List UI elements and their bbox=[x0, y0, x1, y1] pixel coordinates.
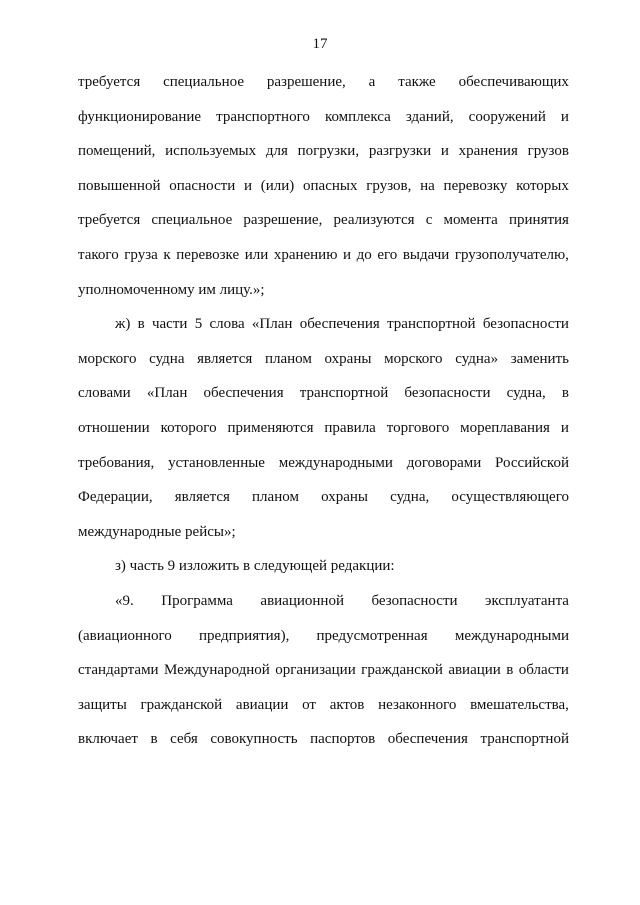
word: 5 bbox=[194, 316, 203, 333]
word: транспортного bbox=[216, 108, 310, 125]
word: повышенной bbox=[78, 177, 161, 194]
word: такого bbox=[78, 246, 119, 263]
word: хранения bbox=[458, 143, 518, 160]
word: охраны bbox=[321, 489, 368, 506]
word: используемых bbox=[165, 143, 257, 160]
word: транспортной bbox=[299, 385, 389, 402]
word: требования, bbox=[78, 454, 155, 471]
word: судна bbox=[149, 350, 185, 367]
text-line bbox=[78, 626, 569, 661]
word: включает bbox=[78, 731, 138, 748]
word: авиационной bbox=[260, 592, 344, 609]
text-line bbox=[78, 418, 569, 453]
word: в bbox=[561, 385, 569, 402]
word: и bbox=[440, 143, 449, 160]
word: в bbox=[137, 316, 145, 333]
word: опасных bbox=[303, 177, 358, 194]
word: к bbox=[163, 246, 171, 263]
word: совокупность bbox=[210, 731, 298, 748]
word: «9. bbox=[115, 592, 134, 609]
word: отношении bbox=[78, 419, 150, 436]
text-line bbox=[78, 660, 569, 695]
word: международными bbox=[454, 627, 569, 644]
word: в bbox=[150, 731, 158, 748]
word: обеспечивающих bbox=[458, 74, 569, 90]
text-line bbox=[78, 72, 569, 107]
word: Программа bbox=[161, 592, 233, 609]
word: международными bbox=[278, 454, 393, 471]
text-line bbox=[78, 176, 569, 211]
word: транспортной bbox=[387, 316, 476, 333]
word: актов bbox=[329, 696, 365, 713]
text-line bbox=[78, 314, 569, 349]
text-line bbox=[78, 349, 569, 384]
word: судна» bbox=[455, 350, 499, 367]
word: для bbox=[265, 143, 288, 160]
word: перевозку bbox=[443, 177, 508, 194]
word: гражданской bbox=[361, 662, 443, 679]
word: разрешение, bbox=[243, 212, 323, 229]
word: обеспечения bbox=[387, 731, 468, 748]
word: которого bbox=[160, 419, 217, 436]
word: словами bbox=[78, 385, 131, 402]
word: разрешение, bbox=[266, 74, 346, 90]
word: грузов, bbox=[366, 177, 412, 194]
word: «План bbox=[146, 385, 188, 402]
text-line bbox=[78, 107, 569, 142]
word: области bbox=[518, 662, 569, 679]
word: установленные bbox=[168, 454, 265, 471]
word: части bbox=[151, 316, 188, 333]
word: предприятия), bbox=[199, 627, 290, 644]
word: разгрузки bbox=[368, 143, 432, 160]
word: паспортов bbox=[310, 731, 376, 748]
text-line bbox=[78, 141, 569, 176]
text-line: уполномоченному им лицу.»; bbox=[78, 281, 265, 298]
page-number: 17 bbox=[312, 36, 328, 52]
word: договорами bbox=[406, 454, 482, 471]
word: слова bbox=[209, 316, 245, 333]
word: морского bbox=[78, 350, 137, 367]
word: от bbox=[302, 696, 316, 713]
word: до bbox=[356, 246, 372, 263]
text-line bbox=[78, 245, 569, 280]
word: безопасности bbox=[482, 316, 569, 333]
word: и bbox=[243, 177, 252, 194]
word: (или) bbox=[260, 177, 295, 194]
text-line bbox=[78, 729, 569, 764]
word: Федерации, bbox=[78, 489, 153, 506]
word: ж) bbox=[115, 316, 131, 333]
word: стандартами bbox=[78, 662, 159, 679]
word: погрузки, bbox=[297, 143, 360, 160]
word: требуется bbox=[78, 74, 141, 90]
word: специальное bbox=[163, 74, 244, 90]
word: и bbox=[560, 108, 569, 125]
word: специальное bbox=[151, 212, 233, 229]
word: судна, bbox=[506, 385, 546, 402]
word: «План bbox=[251, 316, 293, 333]
word: обеспечения bbox=[203, 385, 284, 402]
text-line bbox=[78, 383, 569, 418]
word: или bbox=[244, 246, 269, 263]
word: авиации bbox=[448, 662, 501, 679]
word: транспортной bbox=[480, 731, 569, 748]
word: применяются bbox=[227, 419, 314, 436]
word: и bbox=[343, 246, 352, 263]
word: правила bbox=[324, 419, 376, 436]
word: себя bbox=[170, 731, 198, 748]
word: судна, bbox=[390, 489, 430, 506]
word: Российской bbox=[495, 454, 569, 471]
document-body bbox=[78, 72, 569, 764]
word: и bbox=[560, 419, 569, 436]
word: с bbox=[425, 212, 433, 229]
text-line bbox=[78, 591, 569, 626]
word: принятия bbox=[508, 212, 569, 229]
word: сооружений bbox=[468, 108, 546, 125]
word: эксплуатанта bbox=[485, 592, 569, 609]
word: Международной bbox=[164, 662, 270, 679]
word: момента bbox=[443, 212, 498, 229]
word: реализуются bbox=[333, 212, 415, 229]
text-line bbox=[78, 487, 569, 522]
word: планом bbox=[252, 489, 299, 506]
word: охраны bbox=[324, 350, 372, 367]
word: перевозке bbox=[176, 246, 240, 263]
word: обеспечения bbox=[299, 316, 380, 333]
word: является bbox=[174, 489, 230, 506]
word: авиации bbox=[235, 696, 289, 713]
word: предусмотренная bbox=[316, 627, 428, 644]
text-line bbox=[78, 695, 569, 730]
word: в bbox=[506, 662, 514, 679]
word: грузов bbox=[527, 143, 569, 160]
word: гражданской bbox=[140, 696, 223, 713]
word: также bbox=[398, 74, 436, 90]
word: требуется bbox=[78, 212, 141, 229]
word: функционирование bbox=[78, 108, 202, 125]
word: зданий, bbox=[405, 108, 454, 125]
word: груза bbox=[124, 246, 158, 263]
text-line bbox=[78, 453, 569, 488]
word: защиты bbox=[78, 696, 127, 713]
word: выдачи bbox=[402, 246, 450, 263]
word: незаконного bbox=[378, 696, 457, 713]
word: организации bbox=[275, 662, 356, 679]
word: морского bbox=[384, 350, 443, 367]
word: грузополучателю, bbox=[454, 246, 569, 263]
word: (авиационного bbox=[78, 627, 172, 644]
word: заменить bbox=[510, 350, 569, 367]
word: торгового bbox=[386, 419, 450, 436]
word: безопасности bbox=[404, 385, 491, 402]
word: вмешательства, bbox=[470, 696, 569, 713]
word: безопасности bbox=[371, 592, 458, 609]
word: на bbox=[420, 177, 435, 194]
word: его bbox=[377, 246, 398, 263]
word: помещений, bbox=[78, 143, 156, 160]
word: мореплавания bbox=[460, 419, 550, 436]
text-line: з) часть 9 изложить в следующей редакции: bbox=[115, 558, 395, 575]
word: которых bbox=[516, 177, 569, 194]
text-line bbox=[78, 210, 569, 245]
word: комплекса bbox=[324, 108, 391, 125]
word: планом bbox=[264, 350, 312, 367]
word: а bbox=[368, 74, 376, 90]
word: опасности bbox=[169, 177, 236, 194]
word: осуществляющего bbox=[451, 489, 569, 506]
word: хранению bbox=[273, 246, 338, 263]
text-line: международные рейсы»; bbox=[78, 523, 236, 540]
word: является bbox=[197, 350, 253, 367]
